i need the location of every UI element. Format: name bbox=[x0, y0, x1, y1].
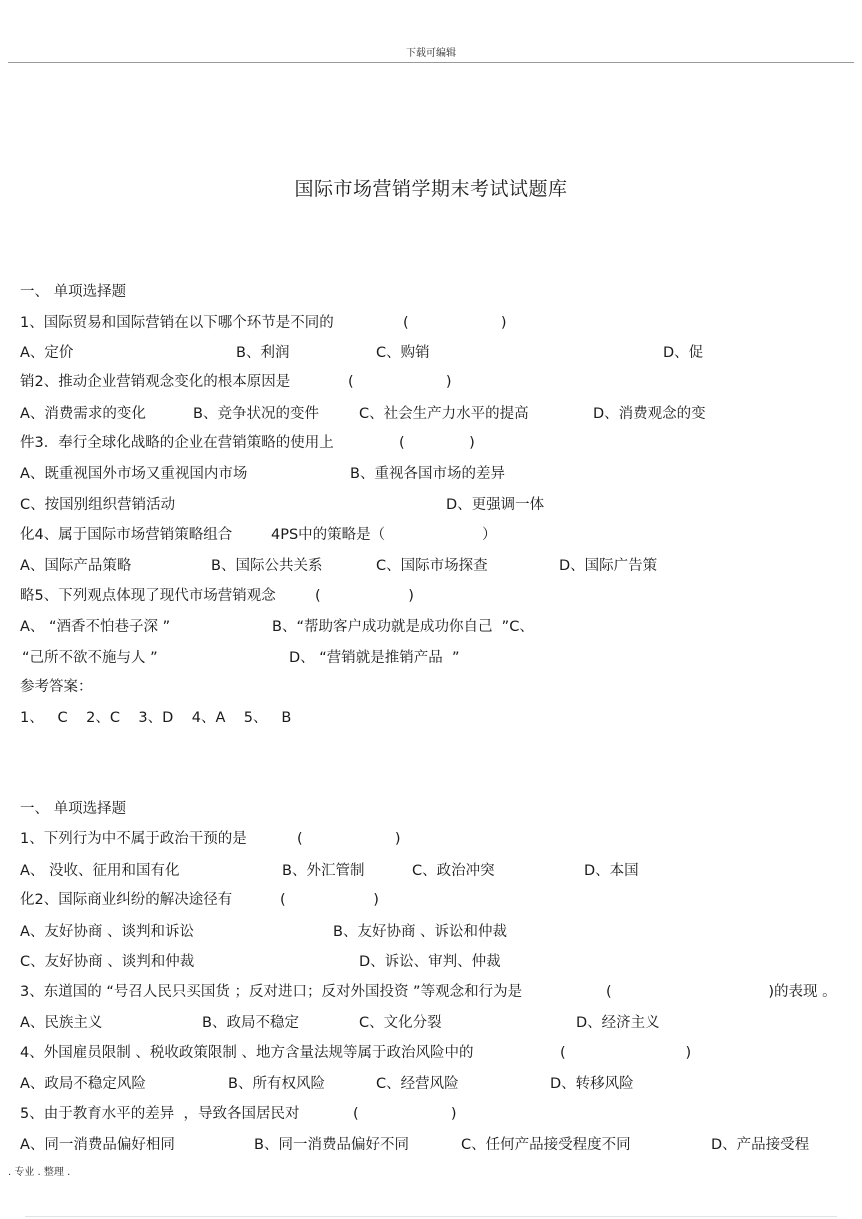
question-4: 4、外国雇员限制 、税收政策限制 、地方含量法规等属于政治风险中的 bbox=[20, 1045, 474, 1061]
option-b: B、同一消费品偏好不同 bbox=[254, 1137, 409, 1153]
question-2: 销2、推动企业营销观念变化的根本原因是 bbox=[20, 374, 291, 390]
option-c: C、友好协商 、谈判和仲裁 bbox=[20, 954, 195, 970]
header-divider bbox=[8, 62, 854, 63]
question-2: 化2、国际商业纠纷的解决途径有 bbox=[20, 892, 233, 908]
document-title: 国际市场营销学期末考试试题库 bbox=[294, 178, 568, 200]
option-b: B、政局不稳定 bbox=[202, 1015, 299, 1031]
question-5: 略5、下列观点体现了现代市场营销观念 bbox=[20, 588, 276, 604]
answer-blank: ( ) bbox=[280, 892, 379, 908]
option-b: B、友好协商 、诉讼和仲裁 bbox=[333, 924, 508, 940]
option-a: A、定价 bbox=[20, 345, 74, 361]
option-b: B、利润 bbox=[236, 345, 290, 361]
option-a: A、 没收、征用和国有化 bbox=[20, 863, 180, 879]
option-d: D、经济主义 bbox=[576, 1015, 660, 1031]
option-b: B、国际公共关系 bbox=[211, 558, 323, 574]
question-1: 1、国际贸易和国际营销在以下哪个环节是不同的 bbox=[20, 315, 334, 331]
option-d: D、消费观念的变 bbox=[593, 406, 706, 422]
option-a: A、同一消费品偏好相同 bbox=[20, 1137, 175, 1153]
option-d: D、更强调一体 bbox=[446, 497, 545, 513]
answer-blank: ） bbox=[482, 527, 497, 543]
question-3: 件3．奉行全球化战略的企业在营销策略的使用上 bbox=[20, 435, 334, 451]
option-a: A、消费需求的变化 bbox=[20, 406, 146, 422]
option-b: B、所有权风险 bbox=[228, 1076, 325, 1092]
option-d: D、促 bbox=[663, 345, 704, 361]
answer-blank: ( ) bbox=[315, 588, 414, 604]
option-d: D、 “营销就是推销产品 ” bbox=[289, 650, 460, 666]
answer-blank: ( ) bbox=[348, 374, 452, 390]
page-footer: . 专业 . 整理 . bbox=[8, 1167, 71, 1178]
option-b: B、重视各国市场的差异 bbox=[350, 466, 505, 482]
option-b: B、竞争状况的变件 bbox=[193, 406, 319, 422]
question-5: 5、由于教育水平的差异 ，导致各国居民对 bbox=[20, 1106, 300, 1122]
option-c: C、社会生产力水平的提高 bbox=[359, 406, 529, 422]
option-a: A、民族主义 bbox=[20, 1015, 103, 1031]
answer-blank: ( )的表现 。 bbox=[606, 984, 837, 1000]
option-a: A、既重视国外市场又重视国内市场 bbox=[20, 466, 248, 482]
answer-blank: ( ) bbox=[353, 1106, 457, 1122]
option-d: D、本国 bbox=[584, 863, 639, 879]
option-c: C、文化分裂 bbox=[359, 1015, 442, 1031]
option-d: D、诉讼、审判、仲裁 bbox=[359, 954, 501, 970]
answer-blank: ( ) bbox=[403, 315, 507, 331]
option-b-c: B、“帮助客户成功就是成功你自己 ”C、 bbox=[272, 619, 534, 635]
answer-blank: ( ) bbox=[399, 435, 475, 451]
answer-blank: ( ) bbox=[297, 831, 401, 847]
option-c: C、按国别组织营销活动 bbox=[20, 497, 176, 513]
question-1: 1、下列行为中不属于政治干预的是 bbox=[20, 831, 247, 847]
answer-key: 1、 C 2、C 3、D 4、A 5、 B bbox=[20, 710, 292, 726]
option-c: C、国际市场探查 bbox=[376, 558, 488, 574]
answer-blank: ( ) bbox=[560, 1045, 692, 1061]
option-d: D、转移风险 bbox=[550, 1076, 634, 1092]
section-heading: 一、 单项选择题 bbox=[20, 801, 127, 817]
option-c: C、政治冲突 bbox=[412, 863, 495, 879]
option-a: A、友好协商 、谈判和诉讼 bbox=[20, 924, 195, 940]
question-4-cont: 4PS中的策略是（ bbox=[271, 527, 386, 543]
option-a: A、政局不稳定风险 bbox=[20, 1076, 146, 1092]
option-d: D、产品接受程 bbox=[711, 1137, 810, 1153]
option-c: C、经营风险 bbox=[376, 1076, 459, 1092]
option-c-text: “己所不欲不施与人 ” bbox=[22, 650, 158, 666]
option-d: D、国际广告策 bbox=[559, 558, 658, 574]
option-b: B、外汇管制 bbox=[282, 863, 365, 879]
option-a: A、 “酒香不怕巷子深 ” bbox=[20, 619, 171, 635]
page-header: 下载可编辑 bbox=[406, 48, 456, 59]
question-4: 化4、属于国际市场营销策略组合 bbox=[20, 527, 233, 543]
option-c: C、任何产品接受程度不同 bbox=[461, 1137, 631, 1153]
question-3: 3、东道国的 “号召人民只买国货 ；反对进口；反对外国投资 ”等观念和行为是 bbox=[20, 984, 523, 1000]
option-c: C、购销 bbox=[376, 345, 430, 361]
option-a: A、国际产品策略 bbox=[20, 558, 132, 574]
section-heading: 一、 单项选择题 bbox=[20, 284, 127, 300]
footer-divider bbox=[25, 1216, 837, 1217]
answer-label: 参考答案： bbox=[20, 679, 93, 695]
